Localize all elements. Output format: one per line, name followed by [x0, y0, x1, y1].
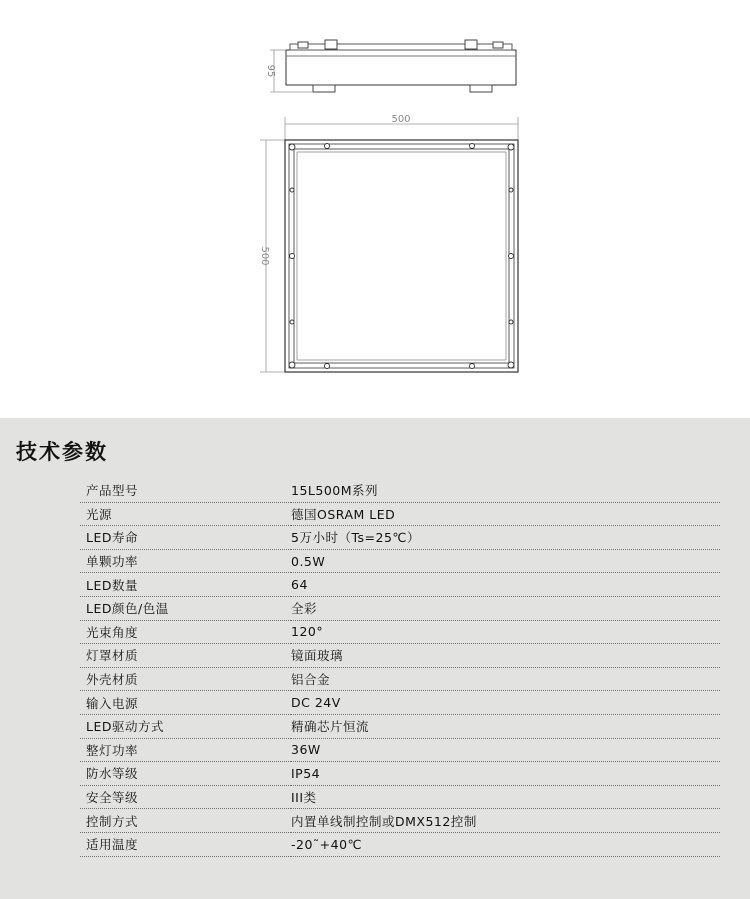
spec-value: 36W	[291, 738, 720, 762]
spec-key: 安全等级	[80, 785, 291, 809]
spec-key: 适用温度	[80, 832, 291, 856]
spec-value: III类	[291, 785, 720, 809]
spec-row	[80, 738, 720, 762]
spec-row	[80, 667, 720, 691]
spec-key: 单颗功率	[80, 549, 291, 573]
spec-value: 内置单线制控制或DMX512控制	[291, 809, 720, 833]
spec-row	[80, 644, 720, 668]
spec-table	[80, 479, 720, 857]
spec-value: 15L500M系列	[291, 479, 720, 502]
spec-row	[80, 596, 720, 620]
dim-depth-label: 500	[259, 246, 270, 266]
spec-row	[80, 573, 720, 597]
spec-key: 外壳材质	[80, 667, 291, 691]
spec-key: 输入电源	[80, 691, 291, 715]
spec-row	[80, 479, 720, 502]
spec-value: 铝合金	[291, 667, 720, 691]
mounting-screws	[289, 144, 514, 369]
spec-value: IP54	[291, 762, 720, 786]
spec-row	[80, 762, 720, 786]
spec-value: DC 24V	[291, 691, 720, 715]
spec-key: LED驱动方式	[80, 714, 291, 738]
spec-value: 德国OSRAM LED	[291, 502, 720, 526]
front-view	[285, 140, 518, 372]
spec-key: 产品型号	[80, 479, 291, 502]
spec-key: LED数量	[80, 573, 291, 597]
spec-value: 镜面玻璃	[291, 644, 720, 668]
technical-drawing	[0, 0, 750, 418]
spec-row	[80, 785, 720, 809]
spec-row	[80, 832, 720, 856]
spec-value: 5万小时（Ts=25℃）	[291, 526, 720, 550]
spec-value: 0.5W	[291, 549, 720, 573]
spec-value: 全彩	[291, 596, 720, 620]
spec-row	[80, 691, 720, 715]
spec-key: LED寿命	[80, 526, 291, 550]
side-view	[286, 40, 516, 92]
spec-row	[80, 620, 720, 644]
spec-value: -20˜+40℃	[291, 832, 720, 856]
spec-key: 灯罩材质	[80, 644, 291, 668]
spec-key: 控制方式	[80, 809, 291, 833]
spec-key: 光束角度	[80, 620, 291, 644]
spec-row	[80, 502, 720, 526]
spec-row	[80, 809, 720, 833]
section-title: 技术参数	[16, 439, 108, 464]
spec-value: 精确芯片恒流	[291, 714, 720, 738]
spec-value: 120°	[291, 620, 720, 644]
spec-row	[80, 714, 720, 738]
spec-section	[0, 418, 750, 899]
spec-row	[80, 526, 720, 550]
spec-row	[80, 549, 720, 573]
spec-key: 光源	[80, 502, 291, 526]
spec-table-body	[80, 479, 720, 856]
spec-key: 防水等级	[80, 762, 291, 786]
spec-key: 整灯功率	[80, 738, 291, 762]
dimension-drawing-svg	[0, 0, 750, 418]
spec-value: 64	[291, 573, 720, 597]
dim-height-label: 95	[265, 64, 276, 78]
dim-width-label: 500	[391, 114, 411, 125]
spec-key: LED颜色/色温	[80, 596, 291, 620]
